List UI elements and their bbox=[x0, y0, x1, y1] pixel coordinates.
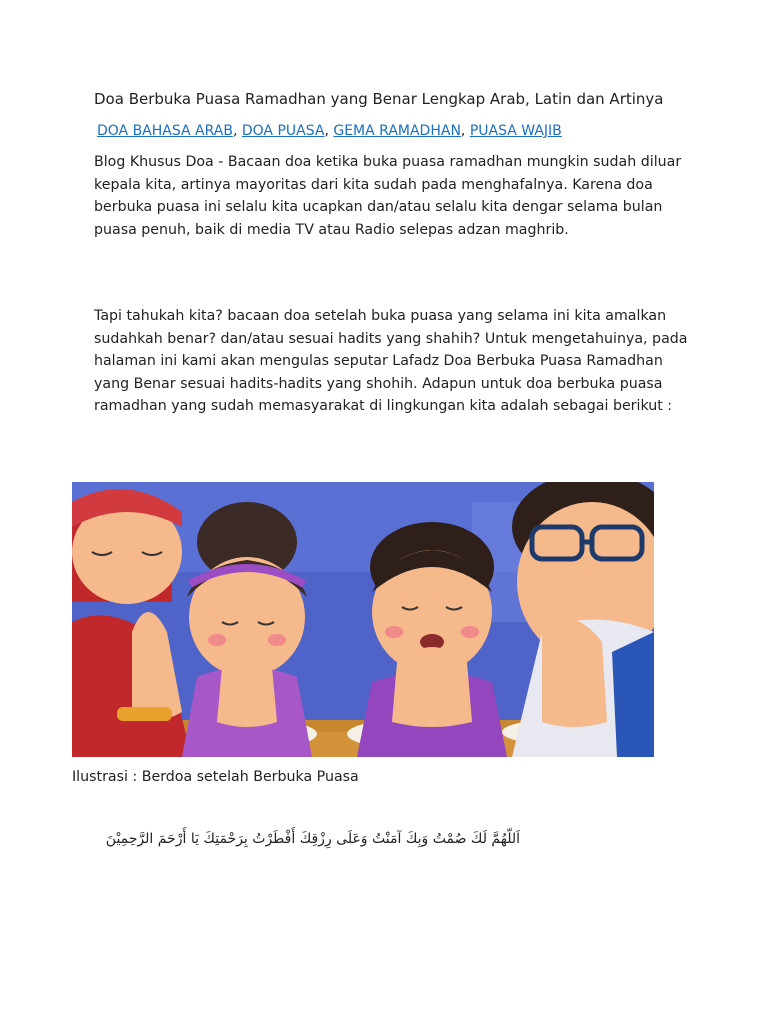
arabic-prayer-text: اَللّهُمَّ لَكَ صُمْتُ وَبِكَ آمَنْتُ وَعَلَى رِزْقِكَ أَفْطَرْتُ بِرَحْمَتِكَ يَا أَرْحَمَ الرَّحِمِيْنَ bbox=[105, 831, 520, 847]
tag-link-gema-ramadhan[interactable]: GEMA RAMADHAN bbox=[333, 123, 461, 139]
family-praying-illustration bbox=[72, 482, 654, 757]
illustration-caption: Ilustrasi : Berdoa setelah Berbuka Puasa bbox=[72, 769, 359, 785]
second-paragraph: Tapi tahukah kita? bacaan doa setelah buka puasa yang selama ini kita amalkan sudahkah benar? dan/atau sesuai hadits yang shahih? Untuk mengetahuinya, pada halaman ini kami akan mengulas seputar Lafadz Doa Berbuka Puasa Ramadhan yang Benar sesuai hadits-hadits yang shohih. Adapun untuk doa berbuka puasa ramadhan yang sudah memasyarakat di lingkungan kita adalah sebagai berikut : bbox=[94, 308, 688, 415]
tag-separator: , bbox=[324, 123, 334, 139]
article-title: Doa Berbuka Puasa Ramadhan yang Benar Lengkap Arab, Latin dan Artinya bbox=[94, 90, 664, 108]
tag-link-puasa-wajib[interactable]: PUASA WAJIB bbox=[469, 123, 562, 139]
intro-paragraph: Blog Khusus Doa - Bacaan doa ketika buka puasa ramadhan mungkin sudah diluar kepala kita, artinya mayoritas dari kita sudah pada menghafalnya. Karena doa berbuka puasa ini selalu kita ucapkan dan/atau selalu kita dengar selama bulan puasa penuh, baik di media TV atau Radio selepas adzan maghrib. bbox=[94, 154, 682, 238]
tag-link-doa-bahasa-arab[interactable]: DOA BAHASA ARAB bbox=[97, 123, 233, 139]
tag-list bbox=[97, 121, 562, 141]
tag-separator: , bbox=[460, 123, 470, 139]
tag-link-doa-puasa[interactable]: DOA PUASA bbox=[241, 123, 325, 139]
tag-separator: , bbox=[232, 123, 242, 139]
